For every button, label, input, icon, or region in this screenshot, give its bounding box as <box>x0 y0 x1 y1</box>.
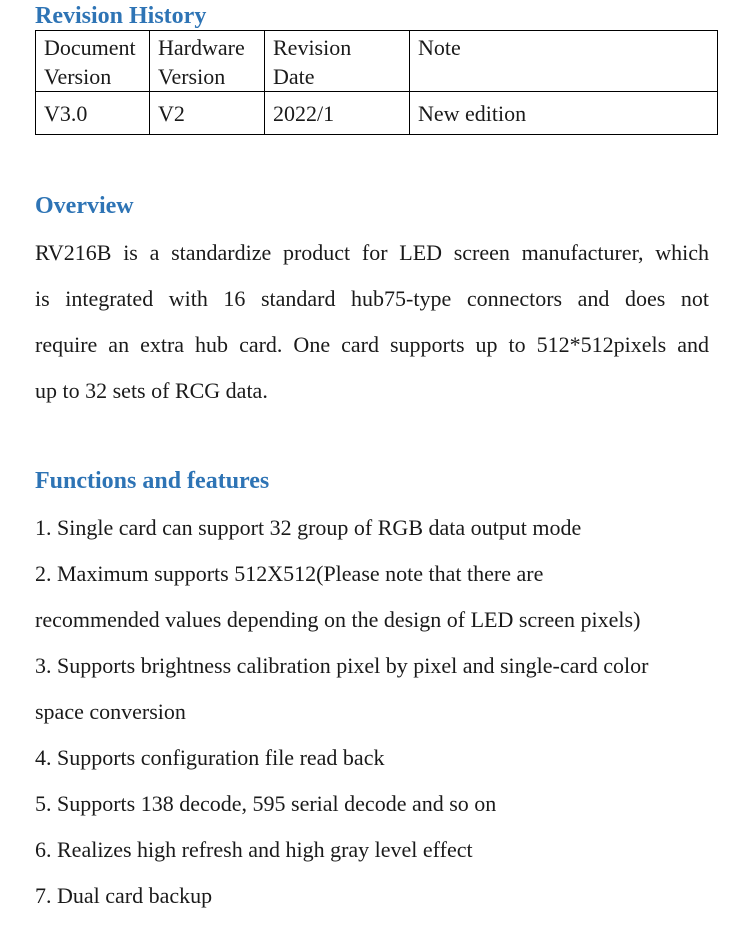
overview-paragraph <box>35 230 709 414</box>
cell-hardware-version: V2 <box>150 92 265 135</box>
list-item: space conversion <box>35 699 186 724</box>
cell-note: New edition <box>410 92 718 135</box>
list-item: 1. Single card can support 32 group of RGB data output mode <box>35 515 582 540</box>
overview-line: RV216B is a standardize product for LED screen manufacturer, which <box>35 240 709 265</box>
list-item: 4. Supports configuration file read back <box>35 745 385 770</box>
list-item: recommended values depending on the design of LED screen pixels) <box>35 607 641 632</box>
cell-document-version: V3.0 <box>36 92 150 135</box>
overview-line: require an extra hub card. One card supports up to 512*512pixels and <box>35 332 709 357</box>
list-item: 7. Dual card backup <box>35 883 213 908</box>
revision-history-heading: Revision History <box>35 3 207 29</box>
header-hardware-version: Hardware Version <box>150 31 265 92</box>
list-item: 5. Supports 138 decode, 595 serial decode and so on <box>35 791 497 816</box>
overview-heading: Overview <box>35 193 134 219</box>
header-revision-date: Revision Date <box>265 31 410 92</box>
overview-line: up to 32 sets of RCG data. <box>35 378 268 403</box>
overview-line: is integrated with 16 standard hub75-type connectors and does not <box>35 286 709 311</box>
header-note: Note <box>410 31 718 92</box>
cell-revision-date: 2022/1 <box>265 92 410 135</box>
list-item: 2. Maximum supports 512X512(Please note that there are <box>35 561 544 586</box>
table-row <box>36 92 718 135</box>
header-document-version: Document Version <box>36 31 150 92</box>
revision-history-table <box>35 30 718 135</box>
functions-features-list <box>35 505 735 919</box>
list-item: 6. Realizes high refresh and high gray level effect <box>35 837 473 862</box>
list-item: 3. Supports brightness calibration pixel by pixel and single-card color <box>35 653 649 678</box>
table-header-row <box>36 31 718 92</box>
functions-features-heading: Functions and features <box>35 468 270 494</box>
